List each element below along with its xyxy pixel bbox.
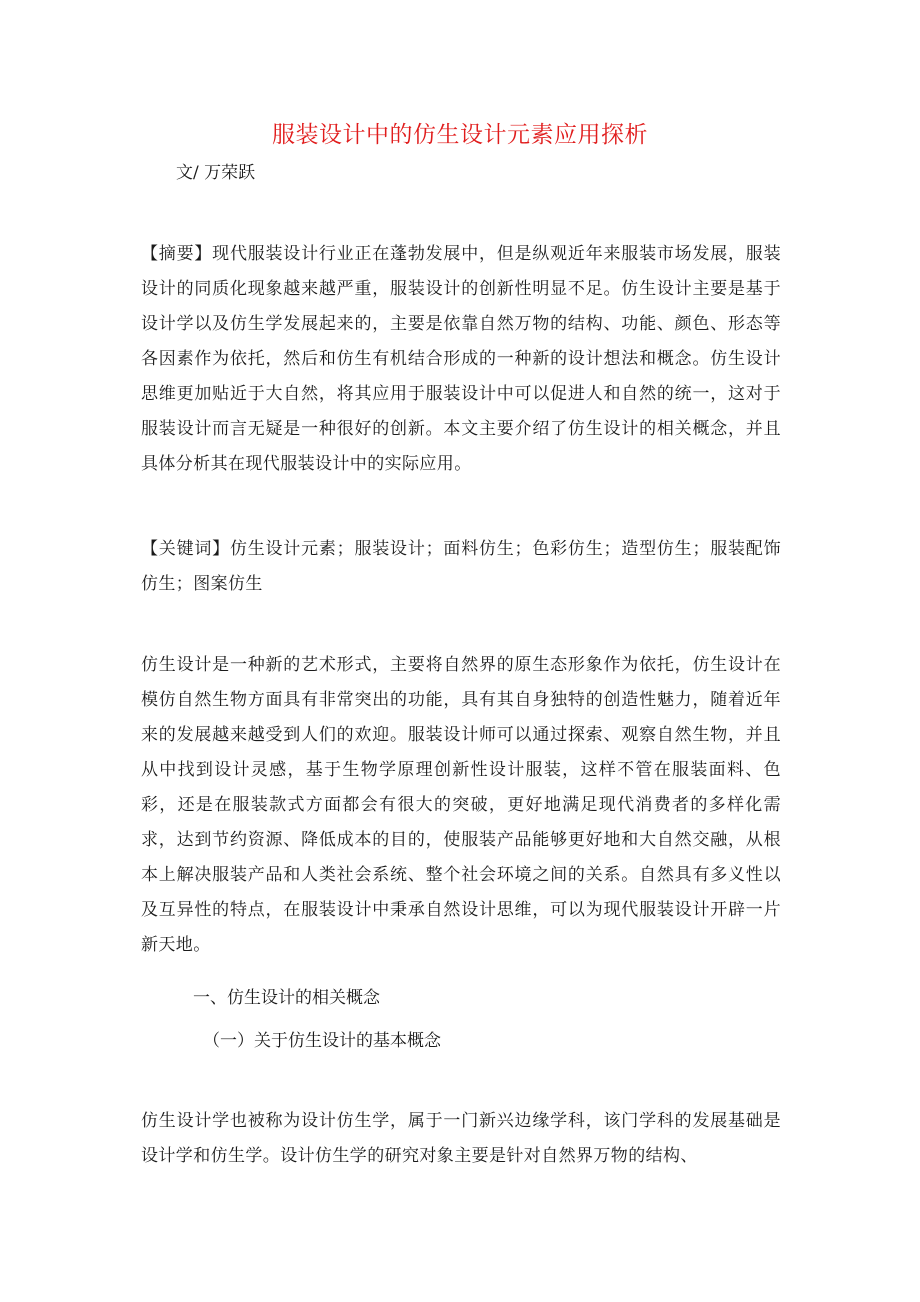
subsection-heading: （一）关于仿生设计的基本概念 xyxy=(203,1031,441,1051)
keywords-paragraph: 【关键词】仿生设计元素；服装设计；面料仿生；色彩仿生；造型仿生；服装配饰仿生；图案仿生 xyxy=(141,539,781,594)
abstract-paragraph: 【摘要】现代服装设计行业正在蓬勃发展中，但是纵观近年来服装市场发展，服装设计的同质化现象越来越严重，服装设计的创新性明显不足。仿生设计主要是基于设计学以及仿生学发展起来的，主要是依靠自然万物的结构、功能、颜色、形态等各因素作为依托，然后和仿生有机结合形成的一种新的设计想法和概念。仿生设计思维更加贴近于大自然，将其应用于服装设计中可以促进人和自然的统一，这对于服装设计而言无疑是一种很好的创新。本文主要介绍了仿生设计的相关概念，并且具体分析其在现代服装设计中的实际应用。 xyxy=(141,244,781,474)
body-paragraph-intro: 仿生设计是一种新的艺术形式，主要将自然界的原生态形象作为依托，仿生设计在模仿自然生物方面具有非常突出的功能，具有其自身独特的创造性魅力，随着近年来的发展越来越受到人们的欢迎。服装设计师可以通过探索、观察自然生物，并且从中找到设计灵感，基于生物学原理创新性设计服装，这样不管在服装面料、色彩，还是在服装款式方面都会有很大的突破，更好地满足现代消费者的多样化需求，达到节约资源、降低成本的目的，使服装产品能够更好地和大自然交融，从根本上解决服装产品和人类社会系统、整个社会环境之间的关系。自然具有多义性以及互异性的特点，在服装设计中秉承自然设计思维，可以为现代服装设计开辟一片新天地。 xyxy=(141,655,781,955)
section-heading: 一、仿生设计的相关概念 xyxy=(193,988,380,1008)
document-title: 服装设计中的仿生设计元素应用探析 xyxy=(272,122,648,148)
author-line: 文/ 万荣跃 xyxy=(176,163,256,183)
body-paragraph-concept: 仿生设计学也被称为设计仿生学，属于一门新兴边缘学科，该门学科的发展基础是设计学和仿生学。设计仿生学的研究对象主要是针对自然界万物的结构、 xyxy=(141,1111,781,1166)
